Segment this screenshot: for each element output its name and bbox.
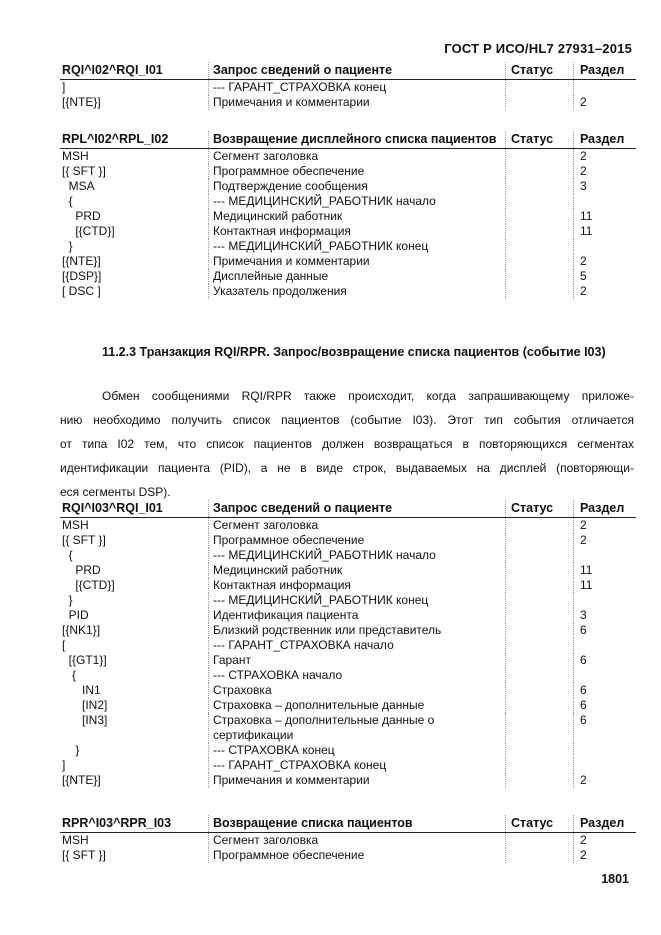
table-cell [506,95,574,110]
message-table-rqi-i02 [60,62,636,110]
table-row [60,149,636,165]
table-cell: [{ SFT }] [62,164,106,178]
column-header: Статус [506,815,574,833]
table-cell: 6 [574,683,637,698]
table-cell: Медицинский работник [209,209,506,224]
table-cell: [{CTD}] [62,578,115,592]
table-cell: [ DSC ] [62,284,101,298]
table-cell: MSH [62,149,89,163]
table-cell: } [62,239,73,253]
table-cell: Сегмент заголовка [209,833,506,849]
column-header: Возвращение списка пациентов [209,815,506,833]
table-cell: IN1 [62,683,101,697]
table-cell: --- МЕДИЦИНСКИЙ_РАБОТНИК конец [209,593,506,608]
table-cell [506,194,574,209]
table-cell: [{GT1}] [62,653,107,667]
table-cell: 2 [574,518,637,534]
page-number: 1801 [601,872,629,886]
table-cell [506,608,574,623]
table-row [60,548,636,563]
table-cell: 11 [574,224,637,239]
table-cell: 6 [574,713,637,743]
paragraph-line: от типа I02 тем, что список пациентов должен возвращаться в повторяющихся сегментах [60,437,634,451]
table-cell: 3 [574,179,637,194]
table-cell [574,758,637,773]
table-row [60,533,636,548]
table-cell [506,743,574,758]
column-header: RPR^I03^RPR_I03 [62,816,172,830]
column-header: Статус [506,500,574,518]
table-cell [574,239,637,254]
table-cell [506,224,574,239]
table-header-row [60,131,636,149]
table-row [60,209,636,224]
table-cell: Страховка – дополнительные данные [209,698,506,713]
table-cell: Контактная информация [209,578,506,593]
table-cell: 2 [574,149,637,165]
table-cell: --- МЕДИЦИНСКИЙ_РАБОТНИК конец [209,239,506,254]
table-cell [574,638,637,653]
table-row [60,758,636,773]
column-header: Раздел [574,131,637,149]
table-cell: 2 [574,254,637,269]
table-row [60,578,636,593]
table-row [60,194,636,209]
table-cell: [{CTD}] [62,224,115,238]
table-cell: ] [62,758,66,772]
table-cell: [IN3] [62,713,108,727]
table-cell: 2 [574,533,637,548]
column-header: Статус [506,62,574,80]
table-cell: Дисплейные данные [209,269,506,284]
table-cell: Близкий родственник или представитель [209,623,506,638]
table-cell [506,284,574,299]
table-cell [506,833,574,849]
table-cell [506,713,574,743]
table-cell: [{NK1}] [62,623,101,637]
table-cell: Страховка – дополнительные данные о сертификации [209,713,506,743]
table-row [60,518,636,534]
column-header: Запрос сведений о пациенте [209,500,506,518]
table-cell: PRD [62,209,101,223]
table-cell: 6 [574,698,637,713]
table-cell: { [62,194,73,208]
table-row [60,638,636,653]
table-cell [506,209,574,224]
column-header: Раздел [574,62,637,80]
document-header: ГОСТ Р ИСО/HL7 27931–2015 [444,41,632,56]
table-cell: PID [62,608,89,622]
table-cell: --- СТРАХОВКА начало [209,668,506,683]
table-row [60,608,636,623]
table-row [60,593,636,608]
column-header: RQI^I03^RQI_I01 [62,501,163,515]
table-cell: [IN2] [62,698,108,712]
table-cell: [{ SFT }] [62,533,106,547]
table-cell [506,698,574,713]
table-cell: { [62,548,73,562]
paragraph-line: Обмен сообщениями RQI/RPR также происходит, когда запрашивающему приложе- [102,389,634,403]
table-cell [506,758,574,773]
paragraph-line: идентификации пациента (PID), а не в виде строк, выдаваемых на дисплей (повторяющи- [60,461,634,475]
table-header-row [60,815,636,833]
table-cell: [{NTE}] [62,254,101,268]
table-cell [506,239,574,254]
table-cell: Гарант [209,653,506,668]
table-row [60,269,636,284]
table-cell: Страховка [209,683,506,698]
table-cell [506,518,574,534]
table-cell [506,848,574,863]
table-cell: ] [62,80,66,94]
table-cell: --- МЕДИЦИНСКИЙ_РАБОТНИК начало [209,194,506,209]
table-row [60,95,636,110]
table-row [60,713,636,743]
table-cell [574,194,637,209]
table-cell [506,593,574,608]
table-cell: 11 [574,578,637,593]
table-cell [506,623,574,638]
table-cell: } [62,743,80,757]
table-cell: 2 [574,833,637,849]
table-cell: Идентификация пациента [209,608,506,623]
table-cell [506,683,574,698]
section-paragraph [60,384,634,504]
table-cell: PRD [62,563,101,577]
table-cell: Примечания и комментарии [209,254,506,269]
table-cell: 2 [574,95,637,110]
table-cell: Примечания и комментарии [209,95,506,110]
table-row [60,743,636,758]
table-row [60,80,636,96]
column-header: RPL^I02^RPL_I02 [62,132,169,146]
table-cell: --- ГАРАНТ_СТРАХОВКА конец [209,758,506,773]
table-cell [574,743,637,758]
table-row [60,179,636,194]
table-row [60,224,636,239]
table-cell: 5 [574,269,637,284]
table-cell: --- СТРАХОВКА конец [209,743,506,758]
column-header: Возвращение дисплейного списка пациентов [209,131,506,149]
table-cell: MSH [62,518,89,532]
table-cell: 2 [574,773,637,788]
table-cell [506,548,574,563]
table-cell: 2 [574,164,637,179]
paragraph-line: еся сегменты DSP). [60,485,171,499]
table-cell [506,269,574,284]
table-cell [506,563,574,578]
table-cell: Указатель продолжения [209,284,506,299]
table-cell [506,80,574,96]
table-cell [574,80,637,96]
table-cell [574,593,637,608]
message-table-rpl-i02 [60,131,636,299]
table-cell: MSH [62,833,89,847]
table-cell: 2 [574,848,637,863]
table-cell: [{NTE}] [62,773,101,787]
table-cell: MSA [62,179,95,193]
table-cell: 11 [574,563,637,578]
column-header: Статус [506,131,574,149]
paragraph-line: нию необходимо получить список пациентов (событие I03). Этот тип события отличается [60,413,634,427]
table-cell: [ [62,638,66,652]
table-row [60,563,636,578]
table-cell: --- МЕДИЦИНСКИЙ_РАБОТНИК начало [209,548,506,563]
table-cell [506,638,574,653]
table-header-row [60,62,636,80]
table-cell [506,254,574,269]
table-cell [574,548,637,563]
table-row [60,773,636,788]
table-cell: [{DSP}] [62,269,102,283]
table-row [60,254,636,269]
table-cell: --- ГАРАНТ_СТРАХОВКА конец [209,80,506,96]
table-cell: 3 [574,608,637,623]
table-cell: Сегмент заголовка [209,149,506,165]
table-cell: Медицинский работник [209,563,506,578]
table-row [60,833,636,849]
table-cell: [{NTE}] [62,95,101,109]
table-cell [506,149,574,165]
table-header-row [60,500,636,518]
table-cell: Примечания и комментарии [209,773,506,788]
table-cell: [{ SFT }] [62,848,106,862]
column-header: Запрос сведений о пациенте [209,62,506,80]
table-cell: 11 [574,209,637,224]
table-cell [506,179,574,194]
table-row [60,623,636,638]
table-cell: 6 [574,653,637,668]
message-table-rqi-i03 [60,500,636,788]
table-cell: --- ГАРАНТ_СТРАХОВКА начало [209,638,506,653]
table-row [60,698,636,713]
table-row [60,848,636,863]
table-cell: Программное обеспечение [209,164,506,179]
column-header: Раздел [574,500,637,518]
table-cell: Подтверждение сообщения [209,179,506,194]
table-cell: Программное обеспечение [209,533,506,548]
table-cell: { [62,668,77,682]
table-cell: Контактная информация [209,224,506,239]
table-cell [506,773,574,788]
table-cell [506,533,574,548]
column-header: Раздел [574,815,637,833]
table-cell: Сегмент заголовка [209,518,506,534]
message-table-rpr-i03 [60,815,636,863]
table-cell [506,653,574,668]
table-cell: } [62,593,73,607]
table-cell [506,578,574,593]
table-cell [506,668,574,683]
table-cell [506,164,574,179]
table-row [60,683,636,698]
section-heading: 11.2.3 Транзакция RQI/RPR. Запрос/возвращение списка пациентов (событие I03) [102,345,606,359]
table-row [60,284,636,299]
table-cell [574,668,637,683]
table-row [60,668,636,683]
table-cell: 2 [574,284,637,299]
table-cell: 6 [574,623,637,638]
table-row [60,164,636,179]
table-row [60,239,636,254]
column-header: RQI^I02^RQI_I01 [62,63,163,77]
table-cell: Программное обеспечение [209,848,506,863]
table-row [60,653,636,668]
